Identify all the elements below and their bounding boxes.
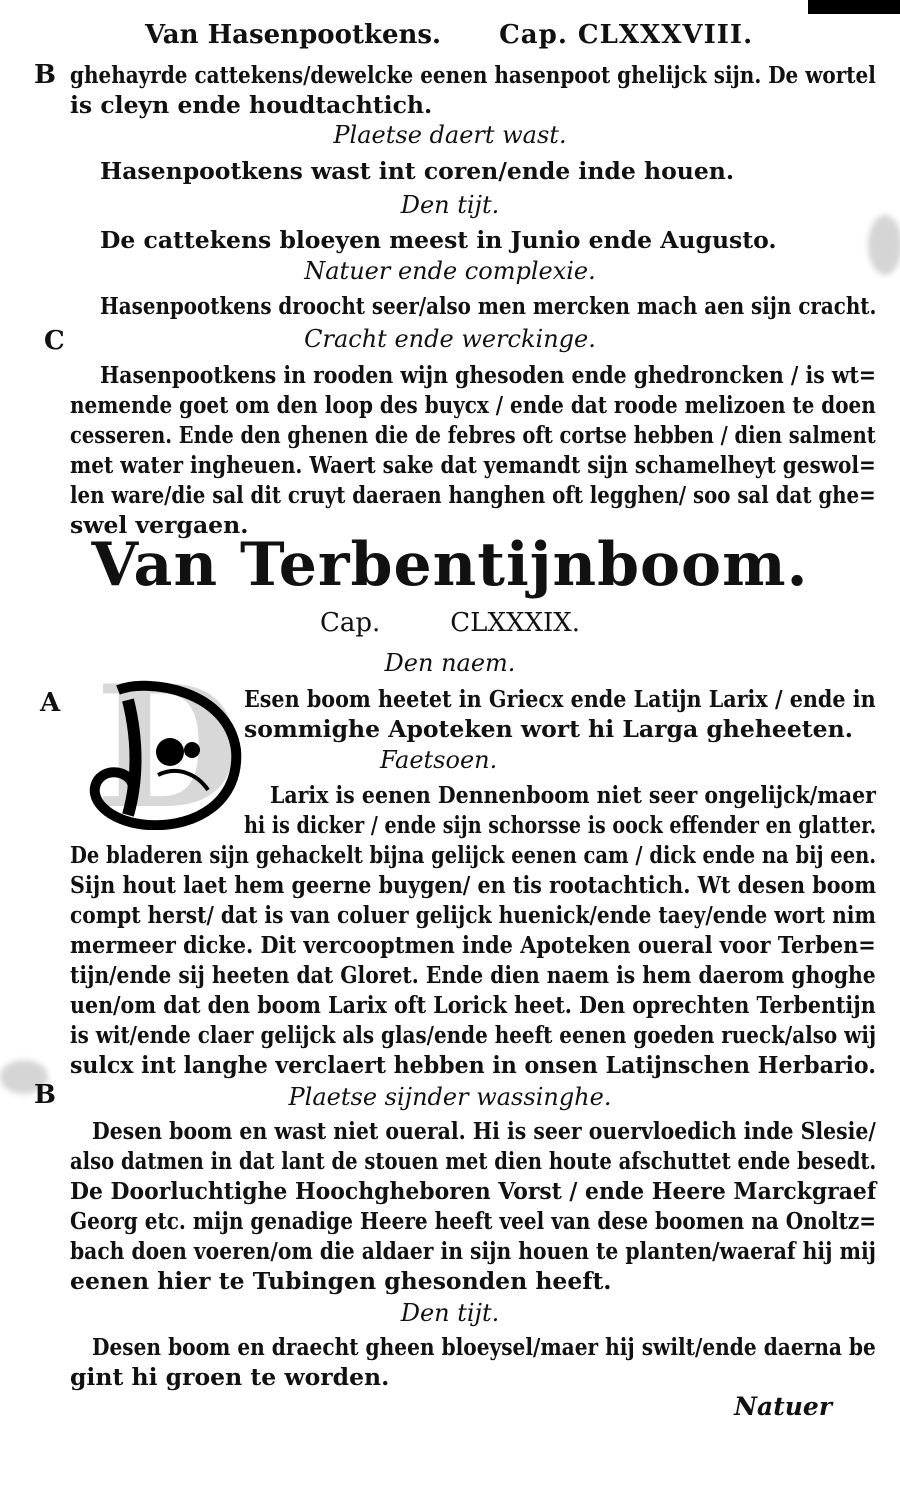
header-chapter: Cap. CLXXXVIII. <box>499 20 754 50</box>
section-heading: Den naem. <box>384 649 516 677</box>
text-line: hi is dicker / ende sijn schorsse is oock effender en glatter. <box>244 811 877 839</box>
text-line: Georg etc. mijn genadige Heere heeft veel van dese boomen na Onoltz= <box>70 1207 877 1235</box>
chapter-number <box>0 608 900 638</box>
margin-marker-b: B <box>34 1080 56 1110</box>
text-line: met water ingheuen. Waert sake dat yemandt sijn schamelheyt geswol= <box>70 451 876 479</box>
initial-letter: D <box>95 648 241 846</box>
text-line: eenen hier te Tubingen ghesonden heeft. <box>70 1267 612 1295</box>
text-line: Sijn hout laet hem geerne buygen/ en tis rootachtich. Wt desen boom <box>70 871 877 899</box>
text-line: ghehayrde cattekens/dewelcke eenen hasenpoot ghelijck sijn. De wortel <box>70 61 876 89</box>
chapter-prefix: Cap. <box>319 608 381 638</box>
margin-marker-c: C <box>44 326 65 356</box>
section-heading: Faetsoen. <box>380 746 498 774</box>
text-line: Larix is eenen Dennenboom niet seer ongelijck/maer <box>270 781 876 809</box>
chapter-title: Van Terbentijnboom. <box>91 530 809 600</box>
text-line: sulcx int langhe verclaert hebben in onsen Latijnschen Herbario. <box>70 1051 876 1079</box>
section-heading: Natuer ende complexie. <box>304 257 596 285</box>
text-line: len ware/die sal dit cruyt daeraen hanghen oft legghen/ soo sal dat ghe= <box>70 481 876 509</box>
text-line: sommighe Apoteken wort hi Larga gheheeten. <box>244 715 853 743</box>
header-title: Van Hasenpootkens. <box>145 20 442 50</box>
text-line: is cleyn ende houdtachtich. <box>70 91 433 119</box>
catchword: Natuer <box>734 1392 832 1421</box>
text-line: Desen boom en draecht gheen bloeysel/maer hij swilt/ende daerna be <box>92 1333 876 1361</box>
text-line: tijn/ende sij heeten dat Gloret. Ende dien naem is hem daerom ghoghe <box>70 961 876 989</box>
section-heading: Den tijt. <box>400 1299 500 1327</box>
text-line: De bladeren sijn gehackelt bijna gelijck eenen cam / dick ende na bij een. <box>70 841 877 869</box>
text-line: bach doen voeren/om die aldaer in sijn houen te planten/waeraf hij mij <box>70 1237 876 1265</box>
section-heading: Den tijt. <box>400 191 500 219</box>
text-line: gint hi groen te worden. <box>70 1363 390 1391</box>
page-edge-shadow <box>808 0 900 14</box>
decorated-initial <box>88 648 248 846</box>
margin-marker-b: B <box>34 60 56 90</box>
text-line: Hasenpootkens in rooden wijn ghesoden ende ghedroncken / is wt= <box>100 361 876 389</box>
text-line: compt herst/ dat is van coluer gelijck huenick/ende taey/ende wort nim <box>70 901 876 929</box>
chapter-roman: CLXXXIX. <box>450 608 581 638</box>
text-line: also datmen in dat lant de stouen met dien houte afschuttet ende besedt. <box>70 1147 877 1175</box>
section-heading: Plaetse sijnder wassinghe. <box>288 1083 612 1111</box>
text-line: swel vergaen. <box>70 511 249 539</box>
text-line: Hasenpootkens wast int coren/ende inde houen. <box>100 157 735 185</box>
running-header <box>145 20 753 50</box>
section-heading: Plaetse daert wast. <box>333 121 567 149</box>
text-line: is wit/ende claer gelijck als glas/ende heeft eenen goeden rueck/also wij <box>70 1021 877 1049</box>
margin-marker-a: A <box>40 688 61 718</box>
text-line: nemende goet om den loop des buycx / ende dat roode melizoen te doen <box>70 391 876 419</box>
text-line: cesseren. Ende den ghenen die de febres oft cortse hebben / dien salment <box>70 421 876 449</box>
text-line: Desen boom en wast niet oueral. Hi is seer ouervloedich inde Slesie/ <box>92 1117 876 1145</box>
section-heading: Cracht ende werckinge. <box>304 325 596 353</box>
text-line: Hasenpootkens droocht seer/also men mercken mach aen sijn cracht. <box>100 292 877 320</box>
text-line: De Doorluchtighe Hoochgheboren Vorst / ende Heere Marckgraef <box>70 1177 877 1205</box>
text-line: De cattekens bloeyen meest in Junio ende Augusto. <box>100 226 777 254</box>
text-line: mermeer dicke. Dit vercooptmen inde Apoteken oueral voor Terben= <box>70 931 876 959</box>
text-line: Esen boom heetet in Griecx ende Latijn Larix / ende in <box>244 685 876 713</box>
text-line: uen/om dat den boom Larix oft Lorick heet. Den oprechten Terbentijn <box>70 991 876 1019</box>
